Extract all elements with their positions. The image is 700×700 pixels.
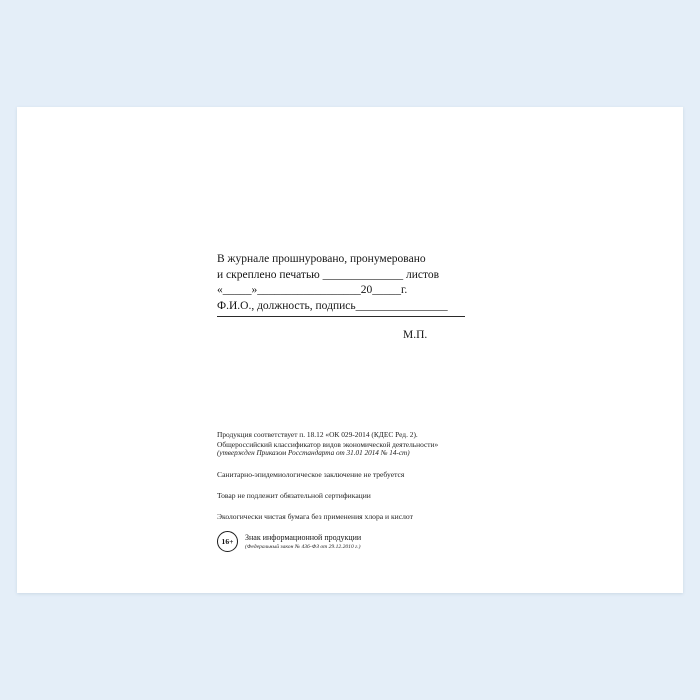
- signature-rule: [217, 316, 465, 317]
- sealing-line-3: «_____»__________________20_____г.: [217, 284, 408, 296]
- footnote-line-1: Продукция соответствует п. 18.12 «ОК 029-2014 (КДЕС Ред. 2).: [217, 430, 418, 439]
- footnote-line-4: Санитарно-эпидемиологическое заключение не требуется: [217, 469, 405, 479]
- age-rating-title: Знак информационной продукции: [245, 532, 362, 542]
- sealing-line-2: и скреплено печатью ______________ листов: [217, 268, 440, 281]
- age-rating-text: [245, 533, 361, 551]
- age-rating-block: [217, 531, 361, 552]
- footnote-line-2: Общероссийский классификатор видов экономической деятельности»: [217, 439, 439, 449]
- footnote-line-3: (утвержден Приказом Росстандарта от 31.01 2014 № 14-ст): [217, 449, 410, 458]
- stamp-place-label: М.П.: [403, 329, 428, 341]
- age-rating-subtitle: (Федеральный закон № 436-ФЗ от 29.12.2010 г.): [245, 543, 361, 550]
- sealing-line-4: Ф.И.О., должность, подпись________________: [217, 299, 448, 312]
- sealing-line-1: В журнале прошнуровано, пронумеровано: [217, 253, 426, 265]
- page-content: [17, 107, 683, 593]
- footnote-line-6: Экологически чистая бумага без применения хлора и кислот: [217, 511, 413, 521]
- sealing-statement-block: [217, 252, 517, 317]
- document-page: [17, 107, 683, 593]
- footnotes-block: [217, 430, 537, 522]
- age-rating-badge-icon: 16+: [217, 531, 238, 552]
- footnote-line-5: Товар не подлежит обязательной сертификации: [217, 490, 371, 500]
